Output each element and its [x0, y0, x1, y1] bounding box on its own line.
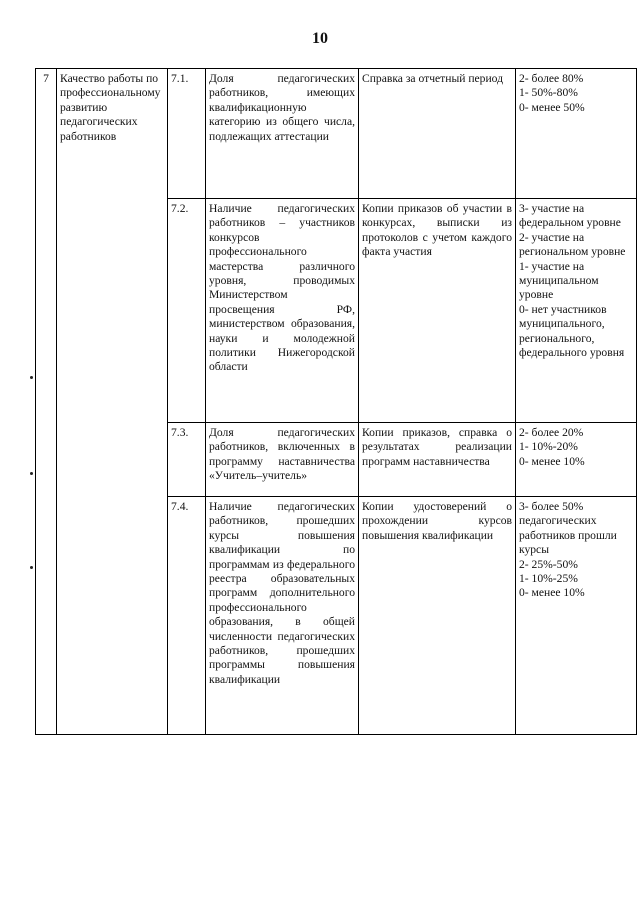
indicator-text: Доля педагогических работников, имеющих квалификационную категорию из общего числа, подлежащих аттестации	[206, 69, 359, 199]
confirmation-source: Копии приказов об участии в конкурсах, выписки из протоколов с учетом каждого факта участия	[359, 199, 516, 423]
scan-mark	[30, 566, 33, 569]
indicator-text: Доля педагогических работников, включенных в программу наставничества «Учитель–учитель»	[206, 423, 359, 497]
section-number: 7	[36, 69, 57, 735]
score-line: 2- 25%-50%	[519, 557, 578, 571]
confirmation-source: Копии удостоверений о прохождении курсов повышения квалификации	[359, 497, 516, 735]
score-scale	[516, 497, 637, 735]
score-line: 0- менее 10%	[519, 586, 585, 600]
score-line: 3- более 50% педагогических работников прошли курсы	[519, 500, 617, 557]
score-line: 1- 10%-25%	[519, 572, 578, 586]
score-line: 1- участие на муниципальном уровне	[519, 259, 599, 302]
table-row	[36, 69, 637, 199]
score-line: 1- 10%-20%	[519, 440, 578, 454]
scan-mark	[30, 376, 33, 379]
confirmation-source: Справка за отчетный период	[359, 69, 516, 199]
indicator-code: 7.1.	[168, 69, 206, 199]
page-number: 10	[312, 30, 328, 47]
score-line: 0- нет участников муниципального, регионального, федерального уровня	[519, 302, 625, 360]
criteria-table	[35, 68, 637, 735]
score-line: 1- 50%-80%	[519, 86, 578, 100]
score-scale	[516, 199, 637, 423]
score-line: 2- более 20%	[519, 426, 584, 439]
indicator-code: 7.3.	[168, 423, 206, 497]
score-scale	[516, 423, 637, 497]
score-line: 0- менее 50%	[519, 100, 585, 114]
scan-mark	[30, 472, 33, 475]
score-line: 2- участие на региональном уровне	[519, 230, 626, 259]
score-line: 0- менее 10%	[519, 454, 585, 468]
indicator-text: Наличие педагогических работников, прошедших курсы повышения квалификации по программам из федерального реестра образовательных программ дополнительного профессионального образования, в общей численности педагогических работников, прошедших программы повышения квалификации	[206, 497, 359, 735]
indicator-text: Наличие педагогических работников – участников конкурсов профессионального мастерства различного уровня, проводимых Министерством просвещения РФ, министерством образования, науки и молодежной политики Нижегородской области	[206, 199, 359, 423]
score-line: 2- более 80%	[519, 72, 584, 85]
indicator-code: 7.4.	[168, 497, 206, 735]
score-scale	[516, 69, 637, 199]
score-line: 3- участие на федеральном уровне	[519, 202, 621, 230]
confirmation-source: Копии приказов, справка о результатах реализации программ наставничества	[359, 423, 516, 497]
criterion-name: Качество работы по профессиональному развитию педагогических работников	[57, 69, 168, 735]
indicator-code: 7.2.	[168, 199, 206, 423]
